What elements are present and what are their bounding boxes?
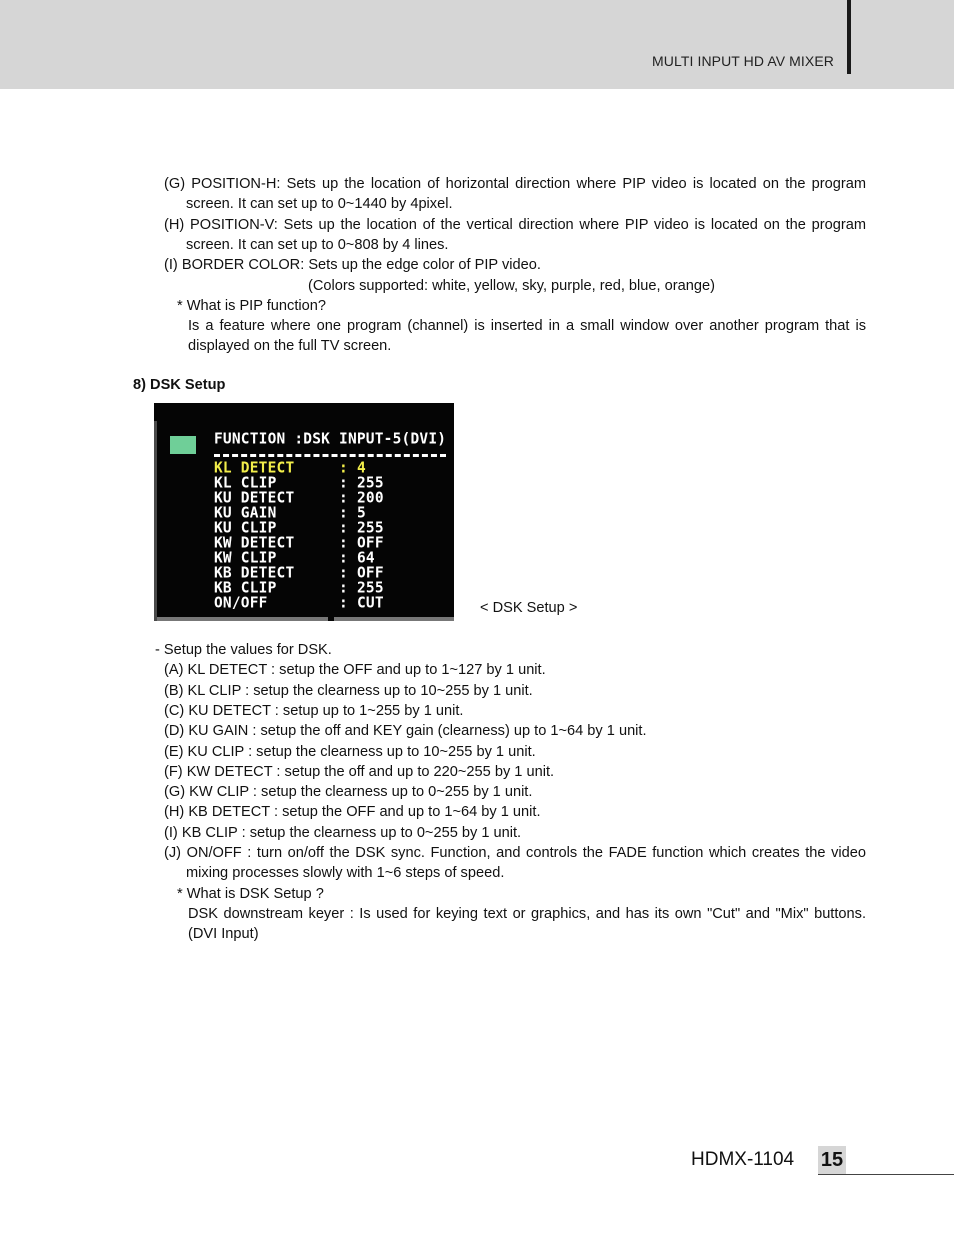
pip-g-line2: screen. It can set up to 0~1440 by 4pixel. (186, 196, 453, 213)
osd-row-value: 4 (357, 459, 366, 477)
osd-row-value: 200 (357, 490, 384, 507)
screen-bevel-gap (328, 616, 334, 621)
osd-row-label: KU GAIN (214, 505, 277, 522)
osd-row-label: KB DETECT (214, 565, 295, 583)
dsk-item-j-line1: (J) ON/OFF : turn on/off the DSK sync. Function, and controls the FADE function which creates the video (164, 845, 866, 861)
figure-caption: < DSK Setup > (480, 600, 578, 616)
dsk-item-j-line2: mixing processes slowly with 1~6 steps of speed. (186, 865, 505, 882)
header-rule (847, 0, 851, 74)
dsk-def-line1: DSK downstream keyer : Is used for keying text or graphics, and has its own "Cut" and "Mix" buttons. (188, 905, 866, 922)
pip-section (0, 174, 954, 364)
osd-row-value: OFF (357, 535, 384, 552)
header-title: MULTI INPUT HD AV MIXER (652, 53, 834, 69)
section-heading-dsk: 8) DSK Setup (133, 377, 226, 393)
osd-row-label: KU DETECT (214, 490, 295, 507)
dsk-item-e: (E) KU CLIP : setup the clearness up to 10~255 by 1 unit. (164, 743, 536, 760)
osd-indicator-box (170, 436, 196, 454)
osd-row-separator: : (339, 565, 348, 583)
dsk-item-b: (B) KL CLIP : setup the clearness up to 10~255 by 1 unit. (164, 682, 533, 699)
page-number: 15 (818, 1146, 846, 1174)
screen-bevel-bottom (157, 617, 454, 621)
osd-row-label: KU CLIP (214, 520, 277, 537)
osd-row-separator: : (339, 474, 348, 492)
osd-row-value: CUT (357, 595, 384, 613)
osd-row-value: 255 (357, 580, 384, 598)
osd-row-label: KB CLIP (214, 580, 277, 598)
footer-model: HDMX-1104 (691, 1149, 795, 1170)
osd-row-value: 64 (357, 550, 375, 568)
osd-row-label: ON/OFF (214, 595, 268, 613)
pip-def-line2: displayed on the full TV screen. (188, 338, 392, 355)
dsk-intro: - Setup the values for DSK. (155, 642, 332, 658)
dsk-item-h: (H) KB DETECT : setup the OFF and up to 1~64 by 1 unit. (164, 804, 541, 821)
osd-row-separator: : (339, 520, 348, 537)
dsk-item-i: (I) KB CLIP : setup the clearness up to 0~255 by 1 unit. (164, 824, 522, 841)
dsk-list (0, 640, 954, 950)
osd-row-label: KW DETECT (214, 535, 295, 552)
osd-row-separator: : (339, 580, 348, 598)
osd-row-label: KW CLIP (214, 550, 277, 568)
osd-row-separator: : (339, 550, 348, 568)
footer-rule (818, 1174, 954, 1175)
screen-bevel-left (154, 421, 157, 621)
pip-i-line: (I) BORDER COLOR: Sets up the edge color of PIP video. (164, 257, 541, 274)
pip-h-line1: (H) POSITION-V: Sets up the location of the vertical direction where PIP video is located on the program (164, 216, 866, 233)
pip-what-is: * What is PIP function? (177, 297, 326, 314)
dsk-osd-screen (154, 403, 454, 621)
osd-row-separator: : (339, 595, 348, 613)
osd-row-label: KL CLIP (214, 474, 277, 492)
dsk-item-c: (C) KU DETECT : setup up to 1~255 by 1 unit. (164, 702, 464, 719)
osd-row-separator: : (339, 459, 348, 477)
pip-g-line1: (G) POSITION-H: Sets up the location of horizontal direction where PIP video is located on the program (164, 176, 866, 192)
dsk-item-a: (A) KL DETECT : setup the OFF and up to 1~127 by 1 unit. (164, 662, 546, 679)
dsk-item-f: (F) KW DETECT : setup the off and up to 220~255 by 1 unit. (164, 763, 555, 780)
osd-row-value: 5 (357, 505, 366, 522)
osd-row-value: 255 (357, 520, 384, 537)
osd-row-label: KL DETECT (214, 459, 295, 477)
pip-colors-line: (Colors supported: white, yellow, sky, purple, red, blue, orange) (308, 277, 715, 294)
osd-separator-line (214, 454, 446, 457)
header-band (0, 0, 954, 89)
dsk-item-d: (D) KU GAIN : setup the off and KEY gain (clearness) up to 1~64 by 1 unit. (164, 723, 647, 740)
pip-h-line2: screen. It can set up to 0~808 by 4 lines. (186, 236, 449, 253)
osd-title: FUNCTION :DSK INPUT-5(DVI) (214, 430, 447, 448)
osd-row-value: OFF (357, 565, 384, 583)
pip-def-line1: Is a feature where one program (channel) is inserted in a small window over another program that is (188, 318, 866, 335)
dsk-what-is: * What is DSK Setup ? (177, 885, 324, 902)
osd-row-separator: : (339, 505, 348, 522)
dsk-def-line2: (DVI Input) (188, 926, 259, 943)
dsk-item-g: (G) KW CLIP : setup the clearness up to 0~255 by 1 unit. (164, 784, 533, 801)
osd-row-separator: : (339, 490, 348, 507)
osd-row-value: 255 (357, 474, 384, 492)
osd-row-separator: : (339, 535, 348, 552)
